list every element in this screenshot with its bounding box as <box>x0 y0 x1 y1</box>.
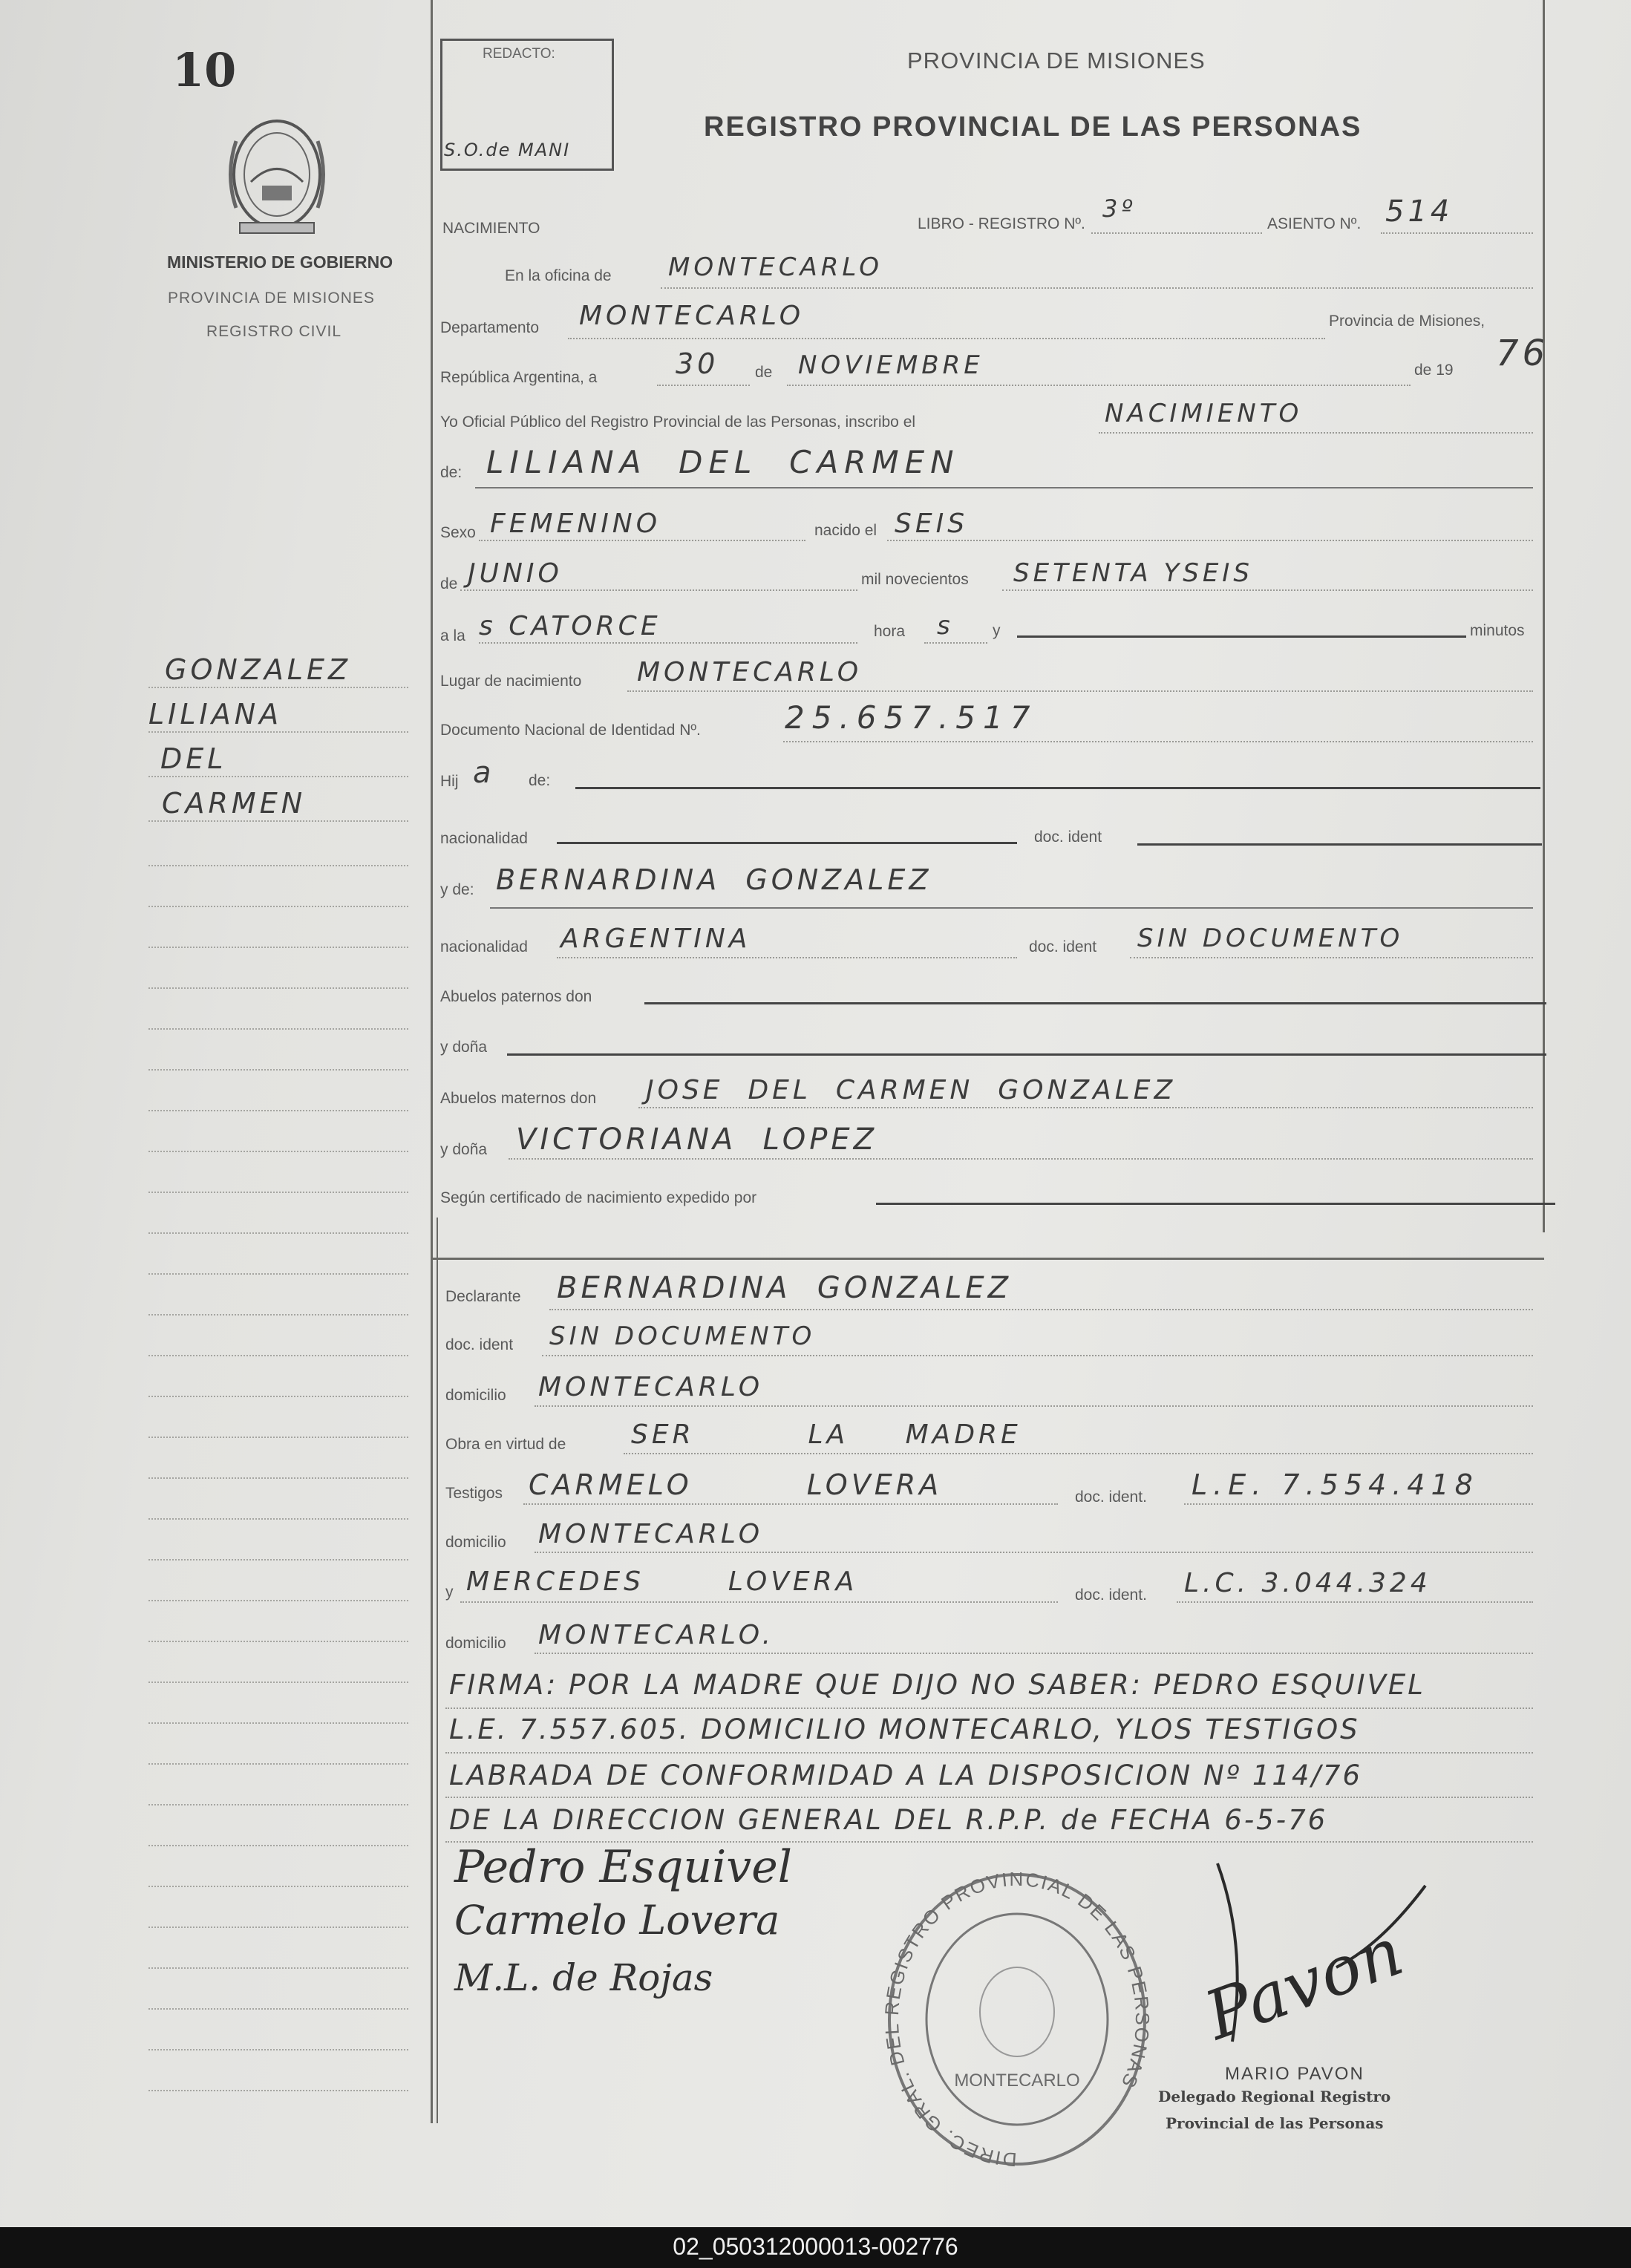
testigos-label: Testigos <box>445 1485 503 1502</box>
domicilio2-label: domicilio <box>445 1534 506 1551</box>
hora-value: s <box>937 611 954 641</box>
margin-line <box>148 687 408 688</box>
header-province: PROVINCIA DE MISIONES <box>907 48 1206 73</box>
coat-of-arms-icon <box>221 111 333 238</box>
margin-line <box>148 1151 408 1152</box>
margin-line <box>148 1559 408 1561</box>
dotted-line <box>1381 232 1533 234</box>
asiento-value: 514 <box>1385 195 1454 229</box>
oficina-label: En la oficina de <box>505 267 612 284</box>
dotted-line <box>479 642 857 644</box>
struck-line <box>644 1002 1546 1004</box>
lugar-label: Lugar de nacimiento <box>440 673 582 690</box>
margin-line <box>148 1722 408 1724</box>
minutos-label: minutos <box>1470 622 1525 639</box>
nombre-value: LILIANA DEL CARMEN <box>486 444 960 480</box>
margin-line <box>148 1845 408 1846</box>
testigo1-value: CARMELO LOVERA <box>529 1468 943 1501</box>
anio-value: 76 <box>1496 333 1549 374</box>
doc-t2-value: L.C. 3.044.324 <box>1184 1568 1431 1598</box>
hijo-label: Hij <box>440 773 459 790</box>
obra-value: SER LA MADRE <box>631 1419 1022 1450</box>
page-number: 10 <box>172 43 237 97</box>
doc-t1-value: L.E. 7.554.418 <box>1192 1468 1479 1501</box>
doc-t2-label: doc. ident. <box>1075 1586 1147 1604</box>
nacionalidad2-label: nacionalidad <box>440 938 528 955</box>
note-line-1: FIRMA: POR LA MADRE QUE DIJO NO SABER: PEDRO ESQUIVEL <box>449 1669 1425 1701</box>
anio-nac-value: SETENTA YSEIS <box>1013 558 1253 588</box>
dotted-line <box>445 1707 1533 1709</box>
nacido-label: nacido el <box>814 522 877 539</box>
asiento-label: ASIENTO Nº. <box>1267 215 1362 232</box>
dotted-line <box>1091 232 1262 234</box>
signature-witness-1: Pedro Esquivel <box>454 1841 792 1893</box>
officer-name: MARIO PAVON <box>1225 2064 1364 2084</box>
struck-line <box>876 1203 1555 1205</box>
republica-label: República Argentina, a <box>440 369 598 386</box>
hijo-de-label: de: <box>529 772 551 789</box>
solid-rule <box>490 907 1533 909</box>
struck-line <box>507 1053 1546 1056</box>
dotted-line <box>479 540 805 541</box>
sexo-label: Sexo <box>440 524 476 541</box>
officer-role-2: Provincial de las Personas <box>1166 2114 1384 2132</box>
officer-role-1: Delegado Regional Registro <box>1158 2088 1391 2105</box>
doc-decl-label: doc. ident <box>445 1336 514 1353</box>
hora-label: hora <box>874 623 906 640</box>
dia-value: 30 <box>676 347 719 380</box>
dotted-line <box>624 1453 1533 1454</box>
margin-line <box>148 1886 408 1887</box>
dotted-line <box>535 1405 1533 1407</box>
sexo-value: FEMENINO <box>490 509 661 539</box>
y-label: y <box>993 622 1001 639</box>
redacto-label: REDACTO: <box>483 46 555 62</box>
lugar-value: MONTECARLO <box>637 657 863 687</box>
nacionalidad-madre-value: ARGENTINA <box>560 924 751 954</box>
doc-t1-label: doc. ident. <box>1075 1488 1147 1506</box>
margin-line <box>148 1028 408 1030</box>
margin-line <box>148 1518 408 1520</box>
domicilio-t2-value: MONTECARLO. <box>538 1620 775 1650</box>
ministry-province: PROVINCIA DE MISIONES <box>168 290 375 307</box>
signature-witness-2: Carmelo Lovera <box>454 1897 780 1944</box>
mes-nac-value: JUNIO <box>468 558 563 589</box>
nombre-label: de: <box>440 464 463 481</box>
dotted-line <box>1177 1601 1533 1603</box>
certificado-label: Según certificado de nacimiento expedido por <box>440 1189 757 1206</box>
margin-line <box>148 2090 408 2091</box>
domicilio3-label: domicilio <box>445 1635 506 1652</box>
departamento-label: Departamento <box>440 319 540 336</box>
margin-line <box>148 1110 408 1111</box>
hijo-value: a <box>473 756 495 790</box>
margin-line <box>148 1396 408 1397</box>
dni-value: 25.657.517 <box>785 699 1038 736</box>
dotted-line <box>627 690 1533 692</box>
madre-label: y de: <box>440 881 474 898</box>
margin-line <box>148 776 408 777</box>
signature-flourish-icon <box>1203 1856 1440 2064</box>
ydona2-label: y doña <box>440 1141 488 1158</box>
dotted-line <box>1130 957 1533 958</box>
dotted-line <box>1184 1503 1533 1505</box>
inner-divider <box>437 1218 438 2123</box>
de-label: de <box>755 364 773 381</box>
oficial-label: Yo Oficial Público del Registro Provincial de las Personas, inscribo el <box>440 414 916 431</box>
mes-value: NOVIEMBRE <box>798 350 984 380</box>
domicilio-label: domicilio <box>445 1387 506 1404</box>
de2-label: de <box>440 575 458 592</box>
dotted-line <box>509 1158 1533 1160</box>
alas-label: a la <box>440 627 465 644</box>
dotted-line <box>1099 432 1533 434</box>
dotted-line <box>557 957 1017 958</box>
declarante-label: Declarante <box>445 1288 521 1305</box>
official-stamp-icon <box>876 1871 1158 2183</box>
departamento-value: MONTECARLO <box>579 301 805 331</box>
dotted-line <box>1002 589 1533 591</box>
redacto-value: S.O.de MANI <box>444 140 571 160</box>
margin-line <box>148 1763 408 1765</box>
margin-line <box>148 1355 408 1356</box>
dotted-line <box>445 1797 1533 1798</box>
margin-name-1: GONZALEZ <box>165 653 352 686</box>
officer-signature: Pavon <box>1195 1912 1413 2056</box>
anio-label: de 19 <box>1414 362 1454 379</box>
dotted-line <box>535 1552 1533 1553</box>
dotted-line <box>661 287 1533 289</box>
section-divider <box>433 1258 1544 1260</box>
margin-line <box>148 1192 408 1193</box>
margin-line <box>148 1314 408 1316</box>
oficina-value: MONTECARLO <box>668 252 883 282</box>
margin-line <box>148 1232 408 1234</box>
struck-line <box>1137 843 1542 846</box>
note-line-3: LABRADA DE CONFORMIDAD A LA DISPOSICION Nº 114/76 <box>449 1759 1362 1791</box>
ydona-label: y doña <box>440 1039 488 1056</box>
dotted-line <box>638 1107 1533 1108</box>
madre-value: BERNARDINA GONZALEZ <box>496 863 932 896</box>
margin-name-4: CARMEN <box>162 787 307 820</box>
provincia-label: Provincia de Misiones, <box>1329 313 1485 330</box>
column-divider <box>431 0 433 2123</box>
margin-line <box>148 1641 408 1642</box>
doc-ident-label: doc. ident <box>1034 829 1102 846</box>
ministry-title: MINISTERIO DE GOBIERNO <box>167 252 393 272</box>
obra-label: Obra en virtud de <box>445 1436 566 1453</box>
doc-ident2-label: doc. ident <box>1029 938 1097 955</box>
document-title: REGISTRO PROVINCIAL DE LAS PERSONAS <box>704 111 1362 143</box>
margin-line <box>148 731 408 733</box>
y-t2-label: y <box>445 1584 454 1601</box>
ministry-office: REGISTRO CIVIL <box>206 323 342 340</box>
margin-line <box>148 1437 408 1438</box>
libro-label: LIBRO - REGISTRO Nº. <box>918 215 1085 232</box>
doc-madre-value: SIN DOCUMENTO <box>1137 924 1404 953</box>
margin-line <box>148 2049 408 2050</box>
svg-text:DIREC. GRAL. DEL REGISTRO PROV <box>880 1871 1154 2171</box>
stamp-inner: MONTECARLO <box>954 2071 1080 2091</box>
stamp-text: DIREC. GRAL. DEL REGISTRO PROVINCIAL DE LAS PERSONAS <box>880 1871 1154 2171</box>
struck-line <box>557 842 1017 844</box>
abuelos-mat-label: Abuelos maternos don <box>440 1090 597 1107</box>
margin-line <box>148 1477 408 1479</box>
dotted-line <box>523 1503 1058 1505</box>
margin-name-3: DEL <box>160 742 227 775</box>
dotted-line <box>924 642 987 644</box>
dotted-line <box>657 385 750 386</box>
margin-line <box>148 1804 408 1805</box>
dotted-line <box>568 338 1325 339</box>
dotted-line <box>460 589 857 591</box>
mil-label: mil novecientos <box>861 571 969 588</box>
abuela-mat-value: VICTORIANA LOPEZ <box>516 1122 878 1157</box>
type-label: NACIMIENTO <box>442 220 540 237</box>
struck-line <box>1017 635 1466 638</box>
margin-line <box>148 987 408 989</box>
dotted-line <box>783 741 1533 742</box>
dotted-line <box>445 1752 1533 1754</box>
dotted-line <box>549 1309 1533 1310</box>
doc-decl-value: SIN DOCUMENTO <box>549 1321 816 1351</box>
note-line-4: DE LA DIRECCION GENERAL DEL R.P.P. de FECHA 6-5-76 <box>449 1804 1328 1836</box>
margin-line <box>148 1682 408 1683</box>
testigo2-value: MERCEDES LOVERA <box>466 1566 858 1597</box>
margin-line <box>148 906 408 907</box>
struck-line <box>575 787 1540 789</box>
margin-line <box>148 820 408 822</box>
acto-value: NACIMIENTO <box>1105 399 1303 428</box>
nacionalidad-label: nacionalidad <box>440 830 528 847</box>
declarante-value: BERNARDINA GONZALEZ <box>557 1271 1013 1305</box>
hora-texto-value: s CATORCE <box>479 611 661 641</box>
margin-line <box>148 1273 408 1275</box>
margin-line <box>148 947 408 948</box>
margin-line <box>148 1600 408 1601</box>
signature-witness-3: M.L. de Rojas <box>454 1956 713 1999</box>
dotted-line <box>787 385 1411 386</box>
solid-rule <box>475 487 1533 488</box>
dotted-line <box>542 1355 1533 1356</box>
dia-nac-value: SEIS <box>895 509 969 539</box>
dotted-line <box>887 540 1533 541</box>
abuelo-mat-value: JOSE DEL CARMEN GONZALEZ <box>646 1075 1177 1105</box>
margin-line <box>148 865 408 866</box>
margin-line <box>148 2008 408 2010</box>
image-caption: 02_050312000013-002776 <box>673 2233 958 2260</box>
margin-line <box>148 1927 408 1928</box>
domicilio-t1-value: MONTECARLO <box>538 1519 764 1549</box>
domicilio-value: MONTECARLO <box>538 1372 764 1402</box>
margin-line <box>148 1069 408 1071</box>
dotted-line <box>460 1601 1058 1603</box>
margin-line <box>148 1967 408 1969</box>
libro-value: 3º <box>1102 195 1137 223</box>
margin-name-2: LILIANA <box>148 698 283 731</box>
dni-label: Documento Nacional de Identidad Nº. <box>440 722 701 739</box>
abuelos-pat-label: Abuelos paternos don <box>440 988 592 1005</box>
note-line-2: L.E. 7.557.605. DOMICILIO MONTECARLO, YLOS TESTIGOS <box>449 1713 1360 1745</box>
dotted-line <box>535 1653 1533 1654</box>
right-border <box>1543 0 1545 1232</box>
